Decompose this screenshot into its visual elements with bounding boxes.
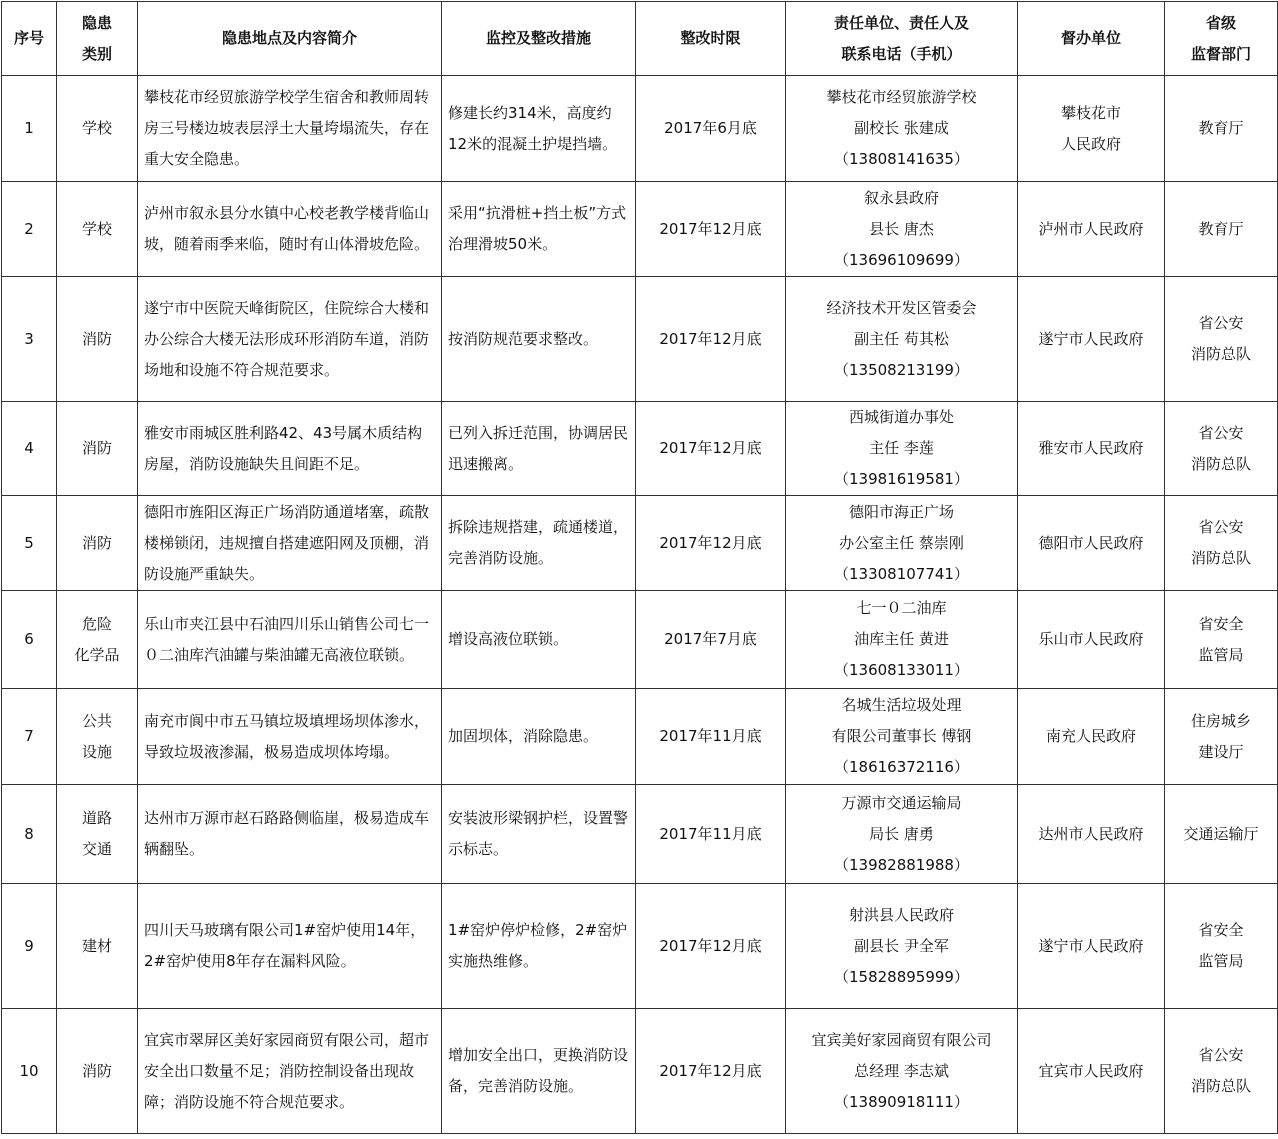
cell-deadline: 2017年12月底 — [636, 884, 786, 1009]
cell-responsible — [786, 884, 1018, 1009]
cell-line: 联系电话（手机） — [841, 44, 962, 63]
cell-responsible — [786, 785, 1018, 884]
cell-line: 攀枝花市经贸旅游学校 — [826, 88, 977, 106]
cell-line: 遂宁市人民政府 — [1038, 329, 1144, 348]
cell-measures: 拆除违规搭建，疏通楼道，完善消防设施。 — [442, 496, 636, 591]
cell-seq: 2 — [2, 182, 57, 277]
cell-responsible — [786, 1009, 1018, 1134]
table-row — [2, 277, 1278, 402]
cell-line: 监管局 — [1198, 645, 1244, 664]
cell-line: 局长 唐勇 — [869, 824, 934, 843]
table-row — [2, 884, 1278, 1009]
cell-line: （15828895999） — [834, 967, 969, 986]
cell-supervisor — [1018, 689, 1165, 785]
cell-line: 西城街道办事处 — [848, 408, 954, 426]
cell-supervisor — [1018, 785, 1165, 884]
cell-deadline: 2017年12月底 — [636, 277, 786, 402]
cell-line: 监管局 — [1198, 952, 1244, 970]
cell-line: 交通 — [81, 840, 112, 858]
cell-line: 危险 — [81, 614, 112, 633]
cell-line: 县长 唐杰 — [869, 219, 934, 238]
cell-seq: 3 — [2, 277, 57, 402]
cell-category — [57, 277, 138, 402]
cell-line: （13982881988） — [834, 855, 969, 874]
cell-line: 住房城乡 — [1190, 711, 1251, 730]
cell-provincial — [1165, 591, 1278, 689]
cell-line: 名城生活垃圾处理 — [841, 696, 962, 714]
cell-deadline: 2017年11月底 — [636, 785, 786, 884]
cell-line: 监督部门 — [1190, 44, 1251, 63]
cell-line: 消防总队 — [1190, 454, 1251, 473]
header-deadline — [636, 2, 786, 76]
cell-line: 学校 — [81, 219, 112, 238]
cell-line: 省公安 — [1198, 1046, 1244, 1064]
cell-measures: 1#窑炉停炉检修，2#窑炉实施热维修。 — [442, 884, 636, 1009]
cell-category — [57, 76, 138, 182]
cell-location: 攀枝花市经贸旅游学校学生宿舍和教师周转房三号楼边坡表层浮土大量垮塌流失，存在重大安全隐患。 — [138, 76, 442, 182]
cell-category — [57, 884, 138, 1009]
cell-line: 消防 — [81, 439, 112, 457]
table-row — [2, 76, 1278, 182]
table-row — [2, 402, 1278, 496]
header-location — [138, 2, 442, 76]
cell-location: 四川天马玻璃有限公司1#窑炉使用14年，2#窑炉使用8年存在漏料风险。 — [138, 884, 442, 1009]
cell-supervisor — [1018, 884, 1165, 1009]
cell-line: 总经理 李志斌 — [854, 1061, 949, 1080]
cell-measures: 按消防规范要求整改。 — [442, 277, 636, 402]
cell-line: 达州市人民政府 — [1038, 824, 1144, 843]
table-row — [2, 689, 1278, 785]
cell-line: 有限公司董事长 傅钢 — [831, 727, 972, 745]
cell-line: 经济技术开发区管委会 — [826, 298, 977, 317]
cell-location: 德阳市旌阳区海正广场消防通道堵塞，疏散楼梯锁闭，违规擅自搭建遮阳网及顶棚，消防设施严重缺失。 — [138, 496, 442, 591]
cell-supervisor — [1018, 277, 1165, 402]
cell-category — [57, 591, 138, 689]
cell-provincial — [1165, 277, 1278, 402]
cell-location: 乐山市夹江县中石油四川乐山销售公司七一０二油库汽油罐与柴油罐无高液位联锁。 — [138, 591, 442, 689]
cell-responsible — [786, 402, 1018, 496]
cell-provincial — [1165, 689, 1278, 785]
hazard-table — [1, 1, 1278, 1134]
cell-deadline: 2017年12月底 — [636, 402, 786, 496]
cell-provincial — [1165, 884, 1278, 1009]
cell-line: 交通运输厅 — [1183, 824, 1259, 843]
header-responsible — [786, 2, 1018, 76]
cell-category — [57, 785, 138, 884]
cell-line: 万源市交通运输局 — [841, 793, 962, 812]
cell-measures: 增加安全出口，更换消防设备，完善消防设施。 — [442, 1009, 636, 1134]
cell-line: 消防总队 — [1190, 549, 1251, 567]
header-seq — [2, 2, 57, 76]
cell-responsible — [786, 689, 1018, 785]
cell-seq: 5 — [2, 496, 57, 591]
cell-line: 泸州市人民政府 — [1038, 219, 1144, 238]
cell-line: 叙永县政府 — [863, 188, 939, 207]
cell-line: 德阳市海正广场 — [848, 502, 954, 521]
cell-seq: 1 — [2, 76, 57, 182]
cell-seq: 4 — [2, 402, 57, 496]
cell-line: 建设厅 — [1198, 742, 1244, 761]
cell-line: 副校长 张建成 — [854, 119, 949, 137]
cell-line: 公共 — [81, 711, 112, 730]
header-provincial — [1165, 2, 1278, 76]
cell-line: 隐患地点及内容简介 — [221, 29, 357, 47]
cell-line: 副县长 尹全军 — [854, 936, 949, 955]
cell-supervisor — [1018, 591, 1165, 689]
cell-line: 督办单位 — [1060, 29, 1121, 47]
cell-line: （13508213199） — [834, 360, 969, 379]
cell-line: 消防 — [81, 329, 112, 348]
cell-provincial — [1165, 496, 1278, 591]
cell-line: 消防 — [81, 533, 112, 552]
cell-line: 道路 — [81, 809, 112, 827]
cell-line: 油库主任 黄进 — [854, 630, 949, 648]
cell-seq: 10 — [2, 1009, 57, 1134]
cell-responsible — [786, 496, 1018, 591]
cell-line: 省安全 — [1198, 921, 1244, 939]
cell-supervisor — [1018, 76, 1165, 182]
cell-line: 攀枝花市 — [1060, 103, 1121, 122]
cell-measures: 已列入拆迁范围，协调居民迅速搬离。 — [442, 402, 636, 496]
cell-line: 遂宁市人民政府 — [1038, 936, 1144, 955]
cell-line: 德阳市人民政府 — [1038, 533, 1144, 552]
cell-provincial — [1165, 1009, 1278, 1134]
cell-measures: 修建长约314米，高度约12米的混凝土护堤挡墙。 — [442, 76, 636, 182]
cell-measures: 采用“抗滑桩+挡土板”方式治理滑坡50米。 — [442, 182, 636, 277]
cell-line: 省公安 — [1198, 314, 1244, 332]
cell-line: 序号 — [13, 29, 44, 47]
cell-line: 省级 — [1205, 13, 1236, 32]
cell-deadline: 2017年6月底 — [636, 76, 786, 182]
cell-line: 宜宾美好家园商贸有限公司 — [811, 1030, 992, 1049]
cell-line: （13696109699） — [834, 250, 969, 269]
header-measures — [442, 2, 636, 76]
cell-line: 责任单位、责任人及 — [833, 13, 969, 32]
cell-deadline: 2017年12月底 — [636, 1009, 786, 1134]
cell-line: 建材 — [81, 936, 112, 955]
cell-line: 监控及整改措施 — [485, 29, 591, 47]
cell-responsible — [786, 591, 1018, 689]
cell-responsible — [786, 76, 1018, 182]
cell-line: 隐患 — [81, 13, 112, 32]
cell-line: 人民政府 — [1060, 134, 1121, 153]
cell-deadline: 2017年7月底 — [636, 591, 786, 689]
cell-line: 省公安 — [1198, 423, 1244, 442]
cell-line: 学校 — [81, 119, 112, 137]
cell-location: 雅安市雨城区胜利路42、43号属木质结构房屋，消防设施缺失且间距不足。 — [138, 402, 442, 496]
cell-provincial — [1165, 785, 1278, 884]
cell-line: 主任 李莲 — [869, 439, 934, 457]
cell-category — [57, 496, 138, 591]
header-category — [57, 2, 138, 76]
cell-line: 南充人民政府 — [1045, 727, 1136, 745]
table-row — [2, 591, 1278, 689]
cell-line: 消防总队 — [1190, 345, 1251, 363]
cell-measures: 安装波形梁钢护栏，设置警示标志。 — [442, 785, 636, 884]
cell-location: 达州市万源市赵石路路侧临崖，极易造成车辆翻坠。 — [138, 785, 442, 884]
table-row — [2, 496, 1278, 591]
cell-line: （13308107741） — [834, 564, 969, 583]
cell-location: 南充市阆中市五马镇垃圾填埋场坝体渗水，导致垃圾液渗漏，极易造成坝体垮塌。 — [138, 689, 442, 785]
cell-deadline: 2017年12月底 — [636, 496, 786, 591]
cell-line: 教育厅 — [1198, 219, 1244, 238]
cell-supervisor — [1018, 496, 1165, 591]
cell-line: （13981619581） — [834, 470, 969, 488]
cell-provincial — [1165, 402, 1278, 496]
cell-line: 化学品 — [74, 645, 120, 664]
cell-supervisor — [1018, 182, 1165, 277]
cell-line: 雅安市人民政府 — [1038, 439, 1144, 457]
cell-location: 遂宁市中医院天峰街院区，住院综合大楼和办公综合大楼无法形成环形消防车道，消防场地和设施不符合规范要求。 — [138, 277, 442, 402]
cell-line: 教育厅 — [1198, 119, 1244, 137]
cell-line: （13608133011） — [834, 661, 969, 679]
table-row — [2, 182, 1278, 277]
cell-line: 射洪县人民政府 — [848, 905, 954, 924]
header-row — [2, 2, 1278, 76]
cell-line: （18616372116） — [834, 758, 969, 776]
cell-category — [57, 689, 138, 785]
cell-line: 设施 — [81, 742, 112, 761]
cell-line: 类别 — [81, 44, 112, 63]
cell-deadline: 2017年12月底 — [636, 182, 786, 277]
cell-category — [57, 1009, 138, 1134]
cell-measures: 加固坝体，消除隐患。 — [442, 689, 636, 785]
cell-location: 宜宾市翠屏区美好家园商贸有限公司，超市安全出口数量不足；消防控制设备出现故障；消防设施不符合规范要求。 — [138, 1009, 442, 1134]
cell-responsible — [786, 182, 1018, 277]
cell-location: 泸州市叙永县分水镇中心校老教学楼背临山坡，随着雨季来临，随时有山体滑坡危险。 — [138, 182, 442, 277]
cell-provincial — [1165, 182, 1278, 277]
cell-category — [57, 402, 138, 496]
cell-line: 省安全 — [1198, 614, 1244, 633]
cell-deadline: 2017年11月底 — [636, 689, 786, 785]
table-row — [2, 1009, 1278, 1134]
header-supervisor — [1018, 2, 1165, 76]
cell-responsible — [786, 277, 1018, 402]
cell-line: 省公安 — [1198, 518, 1244, 536]
cell-line: 乐山市人民政府 — [1038, 630, 1144, 648]
cell-category — [57, 182, 138, 277]
cell-provincial — [1165, 76, 1278, 182]
cell-line: 办公室主任 蔡崇刚 — [839, 533, 964, 552]
cell-seq: 8 — [2, 785, 57, 884]
cell-line: （13890918111） — [834, 1092, 969, 1111]
cell-supervisor — [1018, 1009, 1165, 1134]
cell-supervisor — [1018, 402, 1165, 496]
table-row — [2, 785, 1278, 884]
cell-line: 消防 — [81, 1061, 112, 1080]
cell-line: 整改时限 — [680, 29, 741, 47]
cell-measures: 增设高液位联锁。 — [442, 591, 636, 689]
cell-line: 消防总队 — [1190, 1077, 1251, 1095]
cell-seq: 7 — [2, 689, 57, 785]
cell-line: 副主任 苟其松 — [854, 329, 949, 348]
cell-seq: 9 — [2, 884, 57, 1009]
cell-line: （13808141635） — [834, 150, 969, 168]
cell-line: 宜宾市人民政府 — [1038, 1061, 1144, 1080]
cell-line: 七一０二油库 — [856, 599, 947, 617]
cell-seq: 6 — [2, 591, 57, 689]
